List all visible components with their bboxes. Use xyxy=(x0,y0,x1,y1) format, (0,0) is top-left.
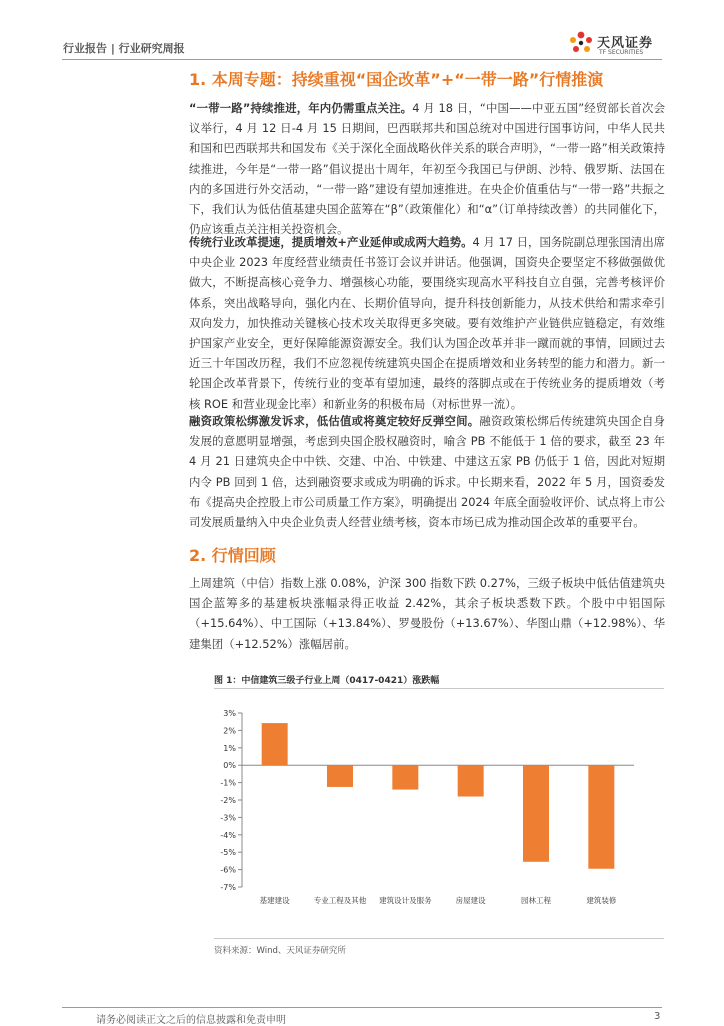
paragraph-market-review: 上周建筑（中信）指数上涨 0.08%，沪深 300 指数下跌 0.27%，三级子板块中低估值建筑央国企蓝筹多的基建板块涨幅录得正收益 2.42%，其余子板块悉数下跌。个股中中铝国际（+15.64%）、中工国际（+13.84%）、罗曼股份（+13.67%）、华图山鼎（+12.98%）、华建集团（+12.52%）涨幅居前。 xyxy=(189,576,665,651)
figure-top-rule xyxy=(214,688,664,689)
x-tick-label: 建筑装修 xyxy=(586,896,617,905)
paragraph-belt-road xyxy=(189,98,665,239)
figure-source: 资料来源：Wind、天风证券研究所 xyxy=(214,946,346,956)
y-tick-label: 0% xyxy=(223,761,236,771)
y-tick-label: -4% xyxy=(220,830,236,840)
x-tick-label: 园林工程 xyxy=(521,896,551,905)
paragraph-soe-reform xyxy=(189,232,665,414)
x-tick-label: 房屋建设 xyxy=(455,896,486,905)
logo-english: TF SECURITIES xyxy=(599,49,644,56)
section-1-title: 1. 本周专题：持续重视“国企改革”+“一带一路”行情推演 xyxy=(189,70,604,89)
x-tick-label: 建筑设计及服务 xyxy=(379,896,432,905)
y-tick-label: -5% xyxy=(220,848,236,858)
y-tick-label: -3% xyxy=(220,813,236,823)
paragraph-lead: 传统行业改革提速，提质增效+产业延伸或成两大趋势。 xyxy=(189,235,473,249)
y-tick-label: -7% xyxy=(220,883,236,892)
paragraph-financing xyxy=(189,411,665,532)
paragraph-body: 融资政策松绑后传统建筑央国企自身发展的意愿明显增强，考虑到央国企股权融资时，喻含 PB 不能低于 1 倍的要求，截至 23 年 4 月 21 日建筑央企中中铁、交建、中冶、中铁建、中建这五家 PB 仍低于 1 倍，因此对短期内令 PB 回到 1 倍，达到融资要求或成为明确的诉求。中长期来看，2022 年 5 月，国资委发布《提高央企控股上市公司质量工作方案》，明确提出 2024 年底全面验收评价、试点将上市公司发展质量纳入中央企业负责人经营业绩考核，资本市场已成为推动国企改革的重要平台。 xyxy=(189,414,665,530)
paragraph-lead: “一带一路”持续推进，年内仍需重点关注。 xyxy=(189,101,413,115)
y-tick-label: -2% xyxy=(220,796,236,805)
footer-divider xyxy=(62,1007,662,1008)
x-tick-label: 专业工程及其他 xyxy=(313,896,367,905)
bar xyxy=(588,765,614,869)
footer-disclaimer: 请务必阅读正文之后的信息披露和免责申明 xyxy=(96,1015,286,1026)
paragraph-body: 4 月 17 日，国务院副总理张国清出席中央企业 2023 年度经营业绩责任书签订会议并讲话。他强调，国资央企要坚定不移做强做优做大，不断提高核心竞争力、增强核心功能，要围绕实现高水平科技自立自强，完善考核评价体系，突出战略导向，强化内在、长期价值导向，提升科技创新能力，从技术供给和需求牵引双向发力，加快推动关键核心技术攻关取得更多突破。要有效维护产业链供应链稳定，有效维护国家产业安全，更好保障能源资源安全。我们认为国企改革并非一蹴而就的事情，回顾过去近三十年国改历程，我们不应忽视传统建筑央国企在提质增效和业务转型的能力和潜力。新一轮国企改革背景下，传统行业的变革有望加速，最终的落脚点或在于传统业务的提质增效（考核 ROE 和营业现金比率）和新业务的积极布局（对标世界一流）。 xyxy=(189,235,665,411)
x-tick-label: 基建建设 xyxy=(259,896,290,905)
bar xyxy=(523,765,549,862)
header-divider xyxy=(62,59,662,60)
y-tick-label: -1% xyxy=(220,778,236,788)
bar-chart xyxy=(214,703,654,923)
y-tick-label: -6% xyxy=(220,865,236,875)
bar xyxy=(262,723,288,765)
bar xyxy=(327,765,353,787)
paragraph-lead: 融资政策松绑激发诉求，低估值或将奠定较好反弹空间。 xyxy=(189,414,480,428)
company-logo xyxy=(567,30,667,56)
bar xyxy=(458,765,484,796)
figure-title: 图 1：中信建筑三级子行业上周（0417-0421）涨跌幅 xyxy=(214,676,440,686)
y-tick-label: 2% xyxy=(223,726,236,736)
figure-bottom-rule xyxy=(214,938,664,939)
y-tick-label: 3% xyxy=(223,709,236,718)
page-number: 3 xyxy=(654,1011,661,1022)
report-breadcrumb: 行业报告 | 行业研究周报 xyxy=(63,42,185,55)
logo-flower-icon xyxy=(567,30,595,56)
section-2-title: 2. 行情回顾 xyxy=(189,546,276,565)
paragraph-body: 4 月 18 日，“中国——中亚五国”经贸部长首次会议举行，4 月 12 日-4 月 15 日期间，巴西联邦共和国总统对中国进行国事访问，中华人民共和国和巴西联邦共和国发布《关于深化全面战略伙伴关系的联合声明》，“一带一路”相关政策持续推进，今年是“一带一路”倡议提出十周年，年初至今我国已与伊朗、沙特、俄罗斯、法国在内的多国进行外交活动，“一带一路”建设有望加速推进。在央企价值重估与“一带一路”共振之下，我们认为低估值基建央国企蓝筹在“β”（政策催化）和“α”（订单持续改善）的共同催化下，仍应该重点关注相关投资机会。 xyxy=(189,101,665,237)
bar xyxy=(392,765,418,789)
logo-text: 天风证券 xyxy=(597,36,654,51)
y-tick-label: 1% xyxy=(223,743,236,753)
